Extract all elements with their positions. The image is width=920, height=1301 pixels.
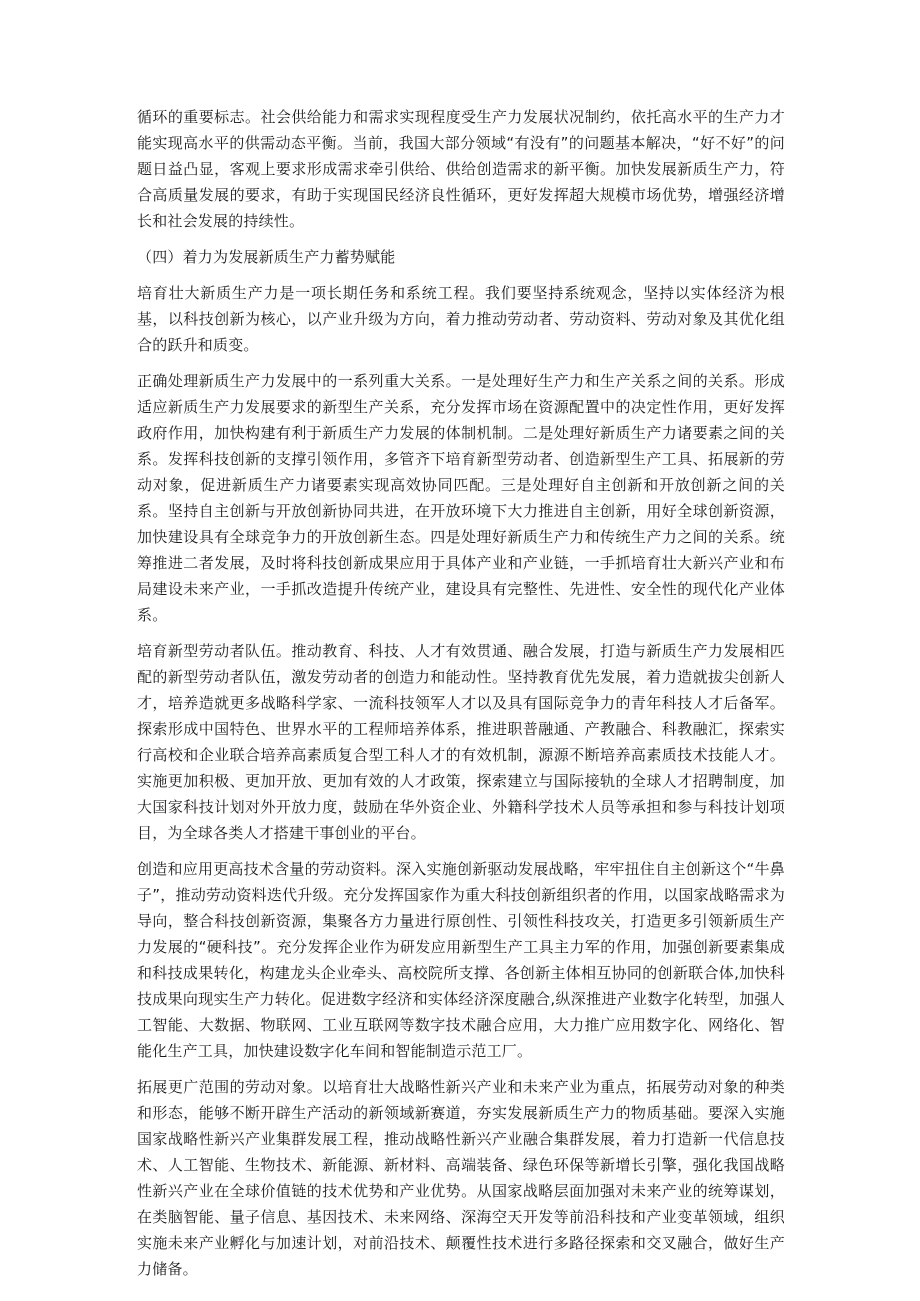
paragraph-workers: 培育新型劳动者队伍。推动教育、科技、人才有效贯通、融合发展，打造与新质生产力发展相匹配的新型劳动者队伍，激发劳动者的创造力和能动性。坚持教育优先发展，着力造就拔尖创新人才，培养造就更多战略科学家、一流科技领军人才以及具有国际竞争力的青年科技人才后备军。探索形成中国特色、世界水平的工程师培养体系，推进职普融通、产教融合、科教融汇，探索实行高校和企业联合培养高素质复合型工科人才的有效机制，源源不断培养高素质技术技能人才。实施更加积极、更加开放、更加有效的人才政策，探索建立与国际接轨的全球人才招聘制度，加大国家科技计划对外开放力度，鼓励在华外资企业、外籍科学技术人员等承担和参与科技计划项目，为全球各类人才搭建干事创业的平台。 — [137, 642, 785, 842]
paragraph-relations: 正确处理新质生产力发展中的一系列重大关系。一是处理好生产力和生产关系之间的关系。形成适应新质生产力发展要求的新型生产关系，充分发挥市场在资源配置中的决定性作用，更好发挥政府作用，加快构建有利于新质生产力发展的体制机制。二是处理好新质生产力诸要素之间的关系。发挥科技创新的支撑引领作用，多管齐下培育新型劳动者、创造新型生产工具、拓展新的劳动对象，促进新质生产力诸要素实现高效协同匹配。三是处理好自主创新和开放创新之间的关系。坚持自主创新与开放创新协同共进，在开放环境下大力推进自主创新，用好全球创新资源，加快建设具有全球竞争力的开放创新生态。四是处理好新质生产力和传统生产力之间的关系。统筹推进二者发展，及时将科技创新成果应用于具体产业和产业链，一手抓培育壮大新兴产业和布局建设未来产业，一手抓改造提升传统产业，建设具有完整性、先进性、安全性的现代化产业体系。 — [137, 372, 785, 624]
paragraph-labor-objects: 拓展更广范围的劳动对象。以培育壮大战略性新兴产业和未来产业为重点，拓展劳动对象的种类和形态，能够不断开辟生产活动的新领域新赛道，夯实发展新质生产力的物质基础。要深入实施国家战略性新兴产业集群发展工程，推动战略性新兴产业融合集群发展，着力打造新一代信息技术、人工智能、生物技术、新能源、新材料、高端装备、绿色环保等新增长引擎，强化我国战略性新兴产业在全球价值链的技术优势和产业优势。从国家战略层面加强对未来产业的统筹谋划，在类脑智能、量子信息、基因技术、未来网络、深海空天开发等前沿科技和产业变革领域，组织实施未来产业孵化与加速计划，对前沿技术、颠覆性技术进行多路径探索和交叉融合，做好生产力储备。 — [137, 1078, 785, 1278]
paragraph-intro: 培育壮大新质生产力是一项长期任务和系统工程。我们要坚持系统观念，坚持以实体经济为根基，以科技创新为核心，以产业升级为方向，着力推动劳动者、劳动资料、劳动对象及其优化组合的跃升和质变。 — [137, 284, 785, 354]
document-body — [137, 104, 785, 1292]
section-heading-4: （四）着力为发展新质生产力蓄势赋能 — [137, 248, 396, 266]
paragraph-supply-demand: 循环的重要标志。社会供给能力和需求实现程度受生产力发展状况制约，依托高水平的生产力才能实现高水平的供需动态平衡。当前，我国大部分领域“有没有”的问题基本解决，“好不好”的问题日益凸显，客观上要求形成需求牵引供给、供给创造需求的新平衡。加快发展新质生产力，符合高质量发展的要求，有助于实现国民经济良性循环，更好发挥超大规模市场优势，增强经济增长和社会发展的持续性。 — [137, 108, 785, 230]
paragraph-labor-means: 创造和应用更高技术含量的劳动资料。深入实施创新驱动发展战略，牢牢扭住自主创新这个“牛鼻子”，推动劳动资料迭代升级。充分发挥国家作为重大科技创新组织者的作用，以国家战略需求为导向，整合科技创新资源，集聚各方力量进行原创性、引领性科技攻关，打造更多引领新质生产力发展的“硬科技”。充分发挥企业作为研发应用新型生产工具主力军的作用，加强创新要素集成和科技成果转化，构建龙头企业牵头、高校院所支撑、各创新主体相互协同的创新联合体,加快科技成果向现实生产力转化。促进数字经济和实体经济深度融合,纵深推进产业数字化转型，加强人工智能、大数据、物联网、工业互联网等数字技术融合应用，大力推广应用数字化、网络化、智能化生产工具，加快建设数字化车间和智能制造示范工厂。 — [137, 860, 785, 1060]
